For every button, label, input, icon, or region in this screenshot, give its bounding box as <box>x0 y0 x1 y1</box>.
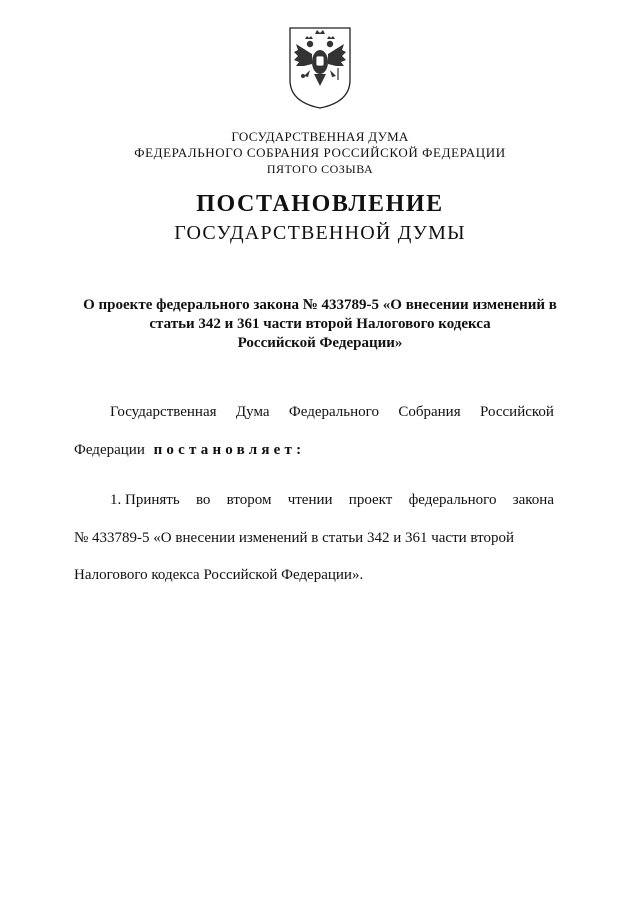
preamble-word: Российской <box>480 404 554 420</box>
document-subtitle: ГОСУДАРСТВЕННОЙ ДУМЫ <box>174 222 466 244</box>
russian-coat-of-arms-icon <box>286 24 354 110</box>
issuer-line-1: ГОСУДАРСТВЕННАЯ ДУМА <box>231 129 409 144</box>
decision-word: постановляет: <box>153 442 306 458</box>
item-word: во <box>195 492 211 508</box>
subject-line-2: статьи 342 и 361 части второй Налогового кодекса <box>149 316 491 332</box>
preamble-word: Государственная <box>110 404 217 420</box>
preamble-line-2 <box>74 441 554 459</box>
item-word: чтении <box>287 492 333 508</box>
preamble-word: Собрания <box>398 404 461 420</box>
preamble-line-1 <box>74 403 554 421</box>
item-1-line-2: № 433789-5 «О внесении изменений в статьи 342 и 361 части второй <box>74 530 515 546</box>
preamble-word: Дума <box>235 404 270 420</box>
document-title: ПОСТАНОВЛЕНИЕ <box>196 191 444 217</box>
item-1-line-1 <box>74 491 554 509</box>
item-word: втором <box>226 492 272 508</box>
item-word: федерального <box>408 492 497 508</box>
item-word: проект <box>348 492 393 508</box>
item-1-line-3: Налогового кодекса Российской Федерации». <box>74 567 364 583</box>
preamble-word: Федерального <box>288 404 379 420</box>
item-word: закона <box>512 492 554 508</box>
document-subject <box>60 296 580 353</box>
issuer-line-2: ФЕДЕРАЛЬНОГО СОБРАНИЯ РОССИЙСКОЙ ФЕДЕРАЦИИ <box>134 145 506 160</box>
convocation: ПЯТОГО СОЗЫВА <box>266 162 374 176</box>
preamble-line-2-start: Федерации <box>74 442 145 458</box>
item-word: 1. Принять <box>110 492 180 508</box>
subject-line-1: О проекте федерального закона № 433789-5 «О внесении изменений в <box>83 297 557 313</box>
subject-line-3: Российской Федерации» <box>237 335 403 351</box>
